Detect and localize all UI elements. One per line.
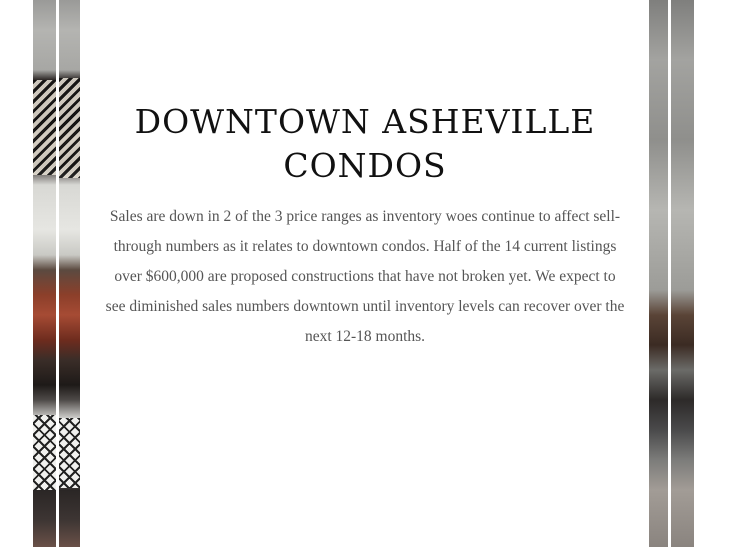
left-photo-strip-1 <box>33 0 56 547</box>
body-paragraph: Sales are down in 2 of the 3 price ranges as inventory woes continue to affect sell-through numbers as it relates to downtown condos. Half of the 14 current listings over $600,000 are proposed constructions that have not broken yet. We expect to see diminished sales numbers downtown until inventory levels can recover over the next 12-18 months. <box>105 208 625 345</box>
page-title <box>100 100 630 188</box>
right-photo-strip-2 <box>671 0 694 547</box>
right-photo-strip-1 <box>649 0 668 547</box>
title-line-1: DOWNTOWN ASHEVILLE <box>134 102 596 141</box>
left-photo-strip-2 <box>59 0 80 547</box>
title-line-2: CONDOS <box>283 146 447 185</box>
content-block <box>100 100 630 352</box>
